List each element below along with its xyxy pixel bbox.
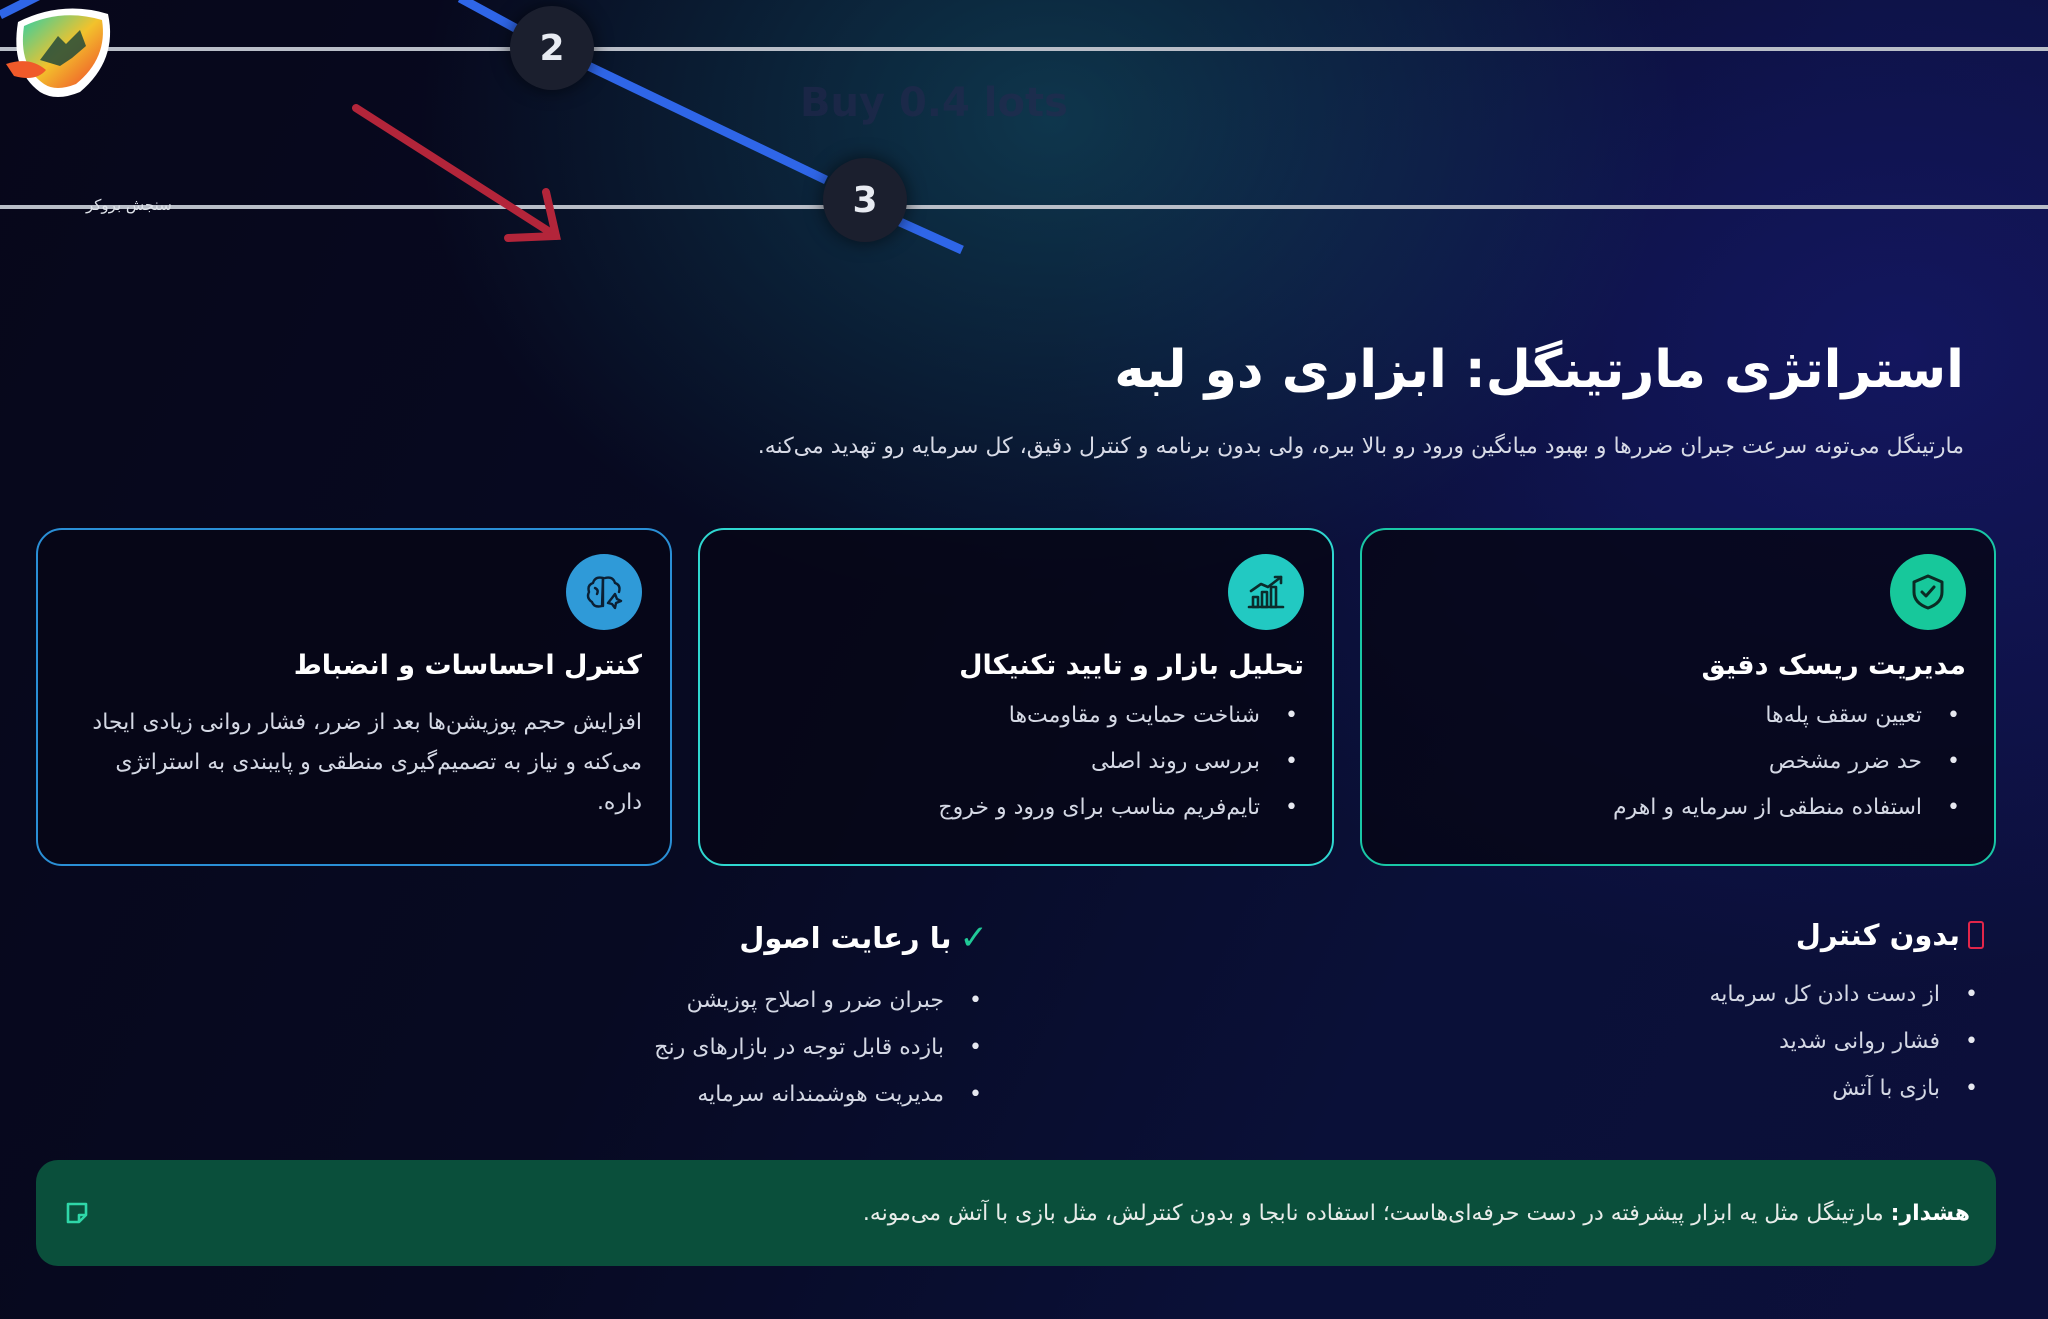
with-principles-list	[468, 988, 988, 1107]
with-principles-title	[468, 918, 988, 958]
card-bullet-list	[728, 703, 1304, 820]
warning-body: مارتینگل مثل یه ابزار پیشرفته در دست حرفه‌ای‌هاست؛ استفاده نابجا و بدون کنترلش، مثل بازی با آتش می‌مونه.	[862, 1200, 1891, 1226]
list-item: • بازی با آتش	[1384, 1076, 1984, 1101]
list-item: • شناخت حمایت و مقاومت‌ها	[728, 703, 1304, 728]
card-title: کنترل احساسات و انضباط	[293, 650, 642, 681]
warning-label: هشدار:	[1890, 1200, 1970, 1226]
note-icon	[64, 1200, 90, 1226]
main-content	[36, 340, 1996, 459]
without-control-column	[1384, 918, 1984, 1123]
list-item: • جبران ضرر و اصلاح پوزیشن	[468, 988, 988, 1013]
trend-line-b	[580, 62, 826, 180]
card-title: مدیریت ریسک دقیق	[1701, 650, 1966, 681]
card-emotion-control	[36, 528, 672, 866]
brand-logo-text: سنجش بروکر	[86, 196, 172, 214]
brand-logo-icon[interactable]	[0, 0, 130, 120]
page-title: استراتژی مارتینگل: ابزاری دو لبه	[1114, 340, 1964, 400]
list-item: • تعیین سقف پله‌ها	[1390, 703, 1966, 728]
page-subtitle: مارتینگل می‌تونه سرعت جبران ضررها و بهبود میانگین ورود رو بالا ببره، ولی بدون برنامه و کنترل دقیق، کل سرمایه رو تهدید می‌کنه.	[757, 434, 1964, 459]
hero-graphic	[0, 0, 2048, 260]
faded-trade-label: Buy 0.4 lots	[800, 80, 1068, 126]
trend-line-c	[900, 222, 962, 250]
card-risk-management	[1360, 528, 1996, 866]
chart-up-icon	[1228, 554, 1304, 630]
card-bullet-list	[1390, 703, 1966, 820]
step-node-3: 3	[823, 158, 907, 242]
card-market-analysis	[698, 528, 1334, 866]
list-item: • بررسی روند اصلی	[728, 749, 1304, 774]
list-item: • حد ضرر مشخص	[1390, 749, 1966, 774]
warning-text	[863, 1201, 1970, 1226]
warning-banner	[36, 1160, 1996, 1266]
list-item: • مدیریت هوشمندانه سرمایه	[468, 1082, 988, 1107]
list-item: • از دست دادن کل سرمایه	[1384, 982, 1984, 1007]
with-principles-column	[468, 918, 988, 1129]
shield-check-icon	[1890, 554, 1966, 630]
red-box-icon	[1968, 921, 1984, 949]
column-title-text: با رعایت اصول	[739, 921, 952, 955]
feature-cards	[36, 528, 1996, 868]
card-paragraph: افزایش حجم پوزیشن‌ها بعد از ضرر، فشار روانی زیادی ایجاد می‌کنه و نیاز به تصمیم‌گیری منطقی و پایبندی به استراتژی داره.	[92, 710, 642, 815]
list-item: • بازده قابل توجه در بازارهای رنج	[468, 1035, 988, 1060]
hero-chart-lines	[0, 0, 2048, 260]
list-item: • استفاده منطقی از سرمایه و اهرم	[1390, 795, 1966, 820]
without-control-title	[1384, 918, 1984, 952]
red-arrow	[356, 108, 556, 238]
step-node-2: 2	[510, 6, 594, 90]
card-title: تحلیل بازار و تایید تکنیکال	[959, 650, 1304, 681]
brain-icon	[566, 554, 642, 630]
list-item: • تایم‌فریم مناسب برای ورود و خروج	[728, 795, 1304, 820]
without-control-list	[1384, 982, 1984, 1101]
check-icon: ✓	[959, 918, 988, 958]
column-title-text: بدون کنترل	[1795, 918, 1960, 952]
list-item: • فشار روانی شدید	[1384, 1029, 1984, 1054]
